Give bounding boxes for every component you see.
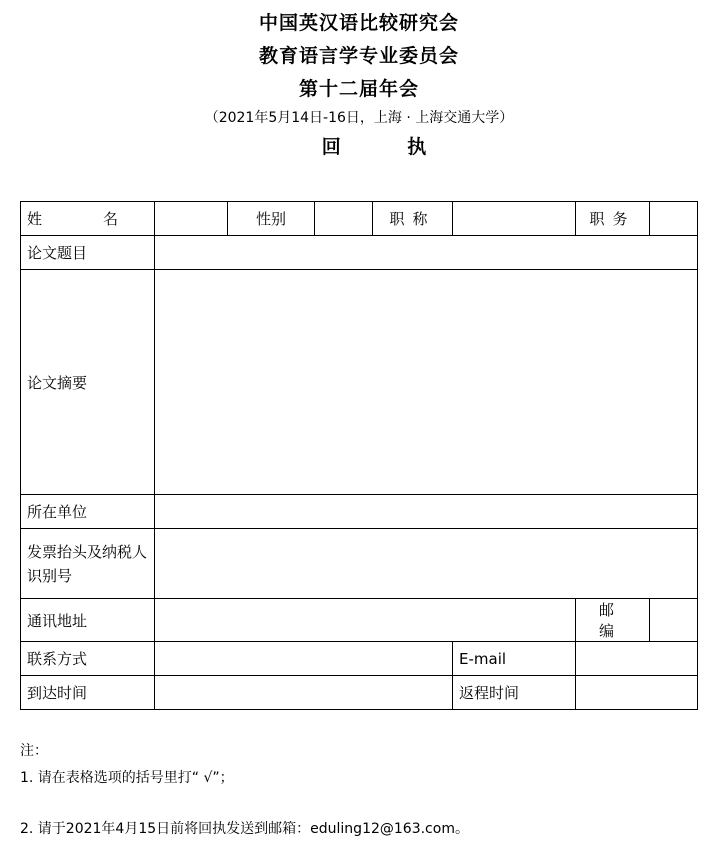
committee-title: 教育语言学专业委员会	[258, 45, 459, 67]
invoice-label: 发票抬头及纳税人识别号	[21, 529, 155, 599]
row-contact	[21, 642, 698, 676]
return-label: 返程时间	[453, 676, 576, 710]
paper-title-label: 论文题目	[21, 236, 155, 270]
gender-label: 性别	[228, 202, 315, 236]
org-title: 中国英汉语比较研究会	[258, 12, 459, 34]
contact-field[interactable]	[155, 642, 453, 676]
abstract-label: 论文摘要	[21, 270, 155, 495]
contact-label: 联系方式	[21, 642, 155, 676]
paper-title-field[interactable]	[155, 236, 698, 270]
address-field[interactable]	[155, 599, 576, 642]
conference-date-venue: （2021年5月14日-16日，上海 · 上海交通大学）	[204, 110, 514, 126]
note-item-2: 2. 请于2021年4月15日前将回执发送到邮箱：eduling12@163.com。	[20, 821, 469, 837]
reply-title: 回 执	[321, 136, 457, 158]
name-label-cell: 姓 名	[21, 202, 155, 236]
row-personal	[21, 202, 698, 236]
position-field[interactable]	[650, 202, 698, 236]
row-abstract	[21, 270, 698, 495]
notes-heading: 注：	[20, 743, 48, 759]
row-travel	[21, 676, 698, 710]
arrival-field[interactable]	[155, 676, 453, 710]
row-address	[21, 599, 698, 642]
invoice-field[interactable]	[155, 529, 698, 599]
gender-field[interactable]	[315, 202, 373, 236]
title-label: 职称	[373, 202, 453, 236]
affiliation-field[interactable]	[155, 495, 698, 529]
row-affiliation	[21, 495, 698, 529]
address-label: 通讯地址	[21, 599, 155, 642]
affiliation-label: 所在单位	[21, 495, 155, 529]
row-paper-title	[21, 236, 698, 270]
row-invoice	[21, 529, 698, 599]
postcode-label: 邮编	[576, 599, 650, 642]
name-field[interactable]	[155, 202, 228, 236]
email-field[interactable]	[576, 642, 698, 676]
title-field[interactable]	[453, 202, 576, 236]
email-label: E-mail	[453, 642, 576, 676]
postcode-field[interactable]	[650, 599, 698, 642]
abstract-field[interactable]	[155, 270, 698, 495]
position-label: 职务	[576, 202, 650, 236]
registration-form	[20, 201, 698, 710]
return-field[interactable]	[576, 676, 698, 710]
conference-title: 第十二届年会	[298, 78, 419, 100]
note-item-1: 1. 请在表格选项的括号里打“ √”；	[20, 770, 234, 786]
arrival-label: 到达时间	[21, 676, 155, 710]
